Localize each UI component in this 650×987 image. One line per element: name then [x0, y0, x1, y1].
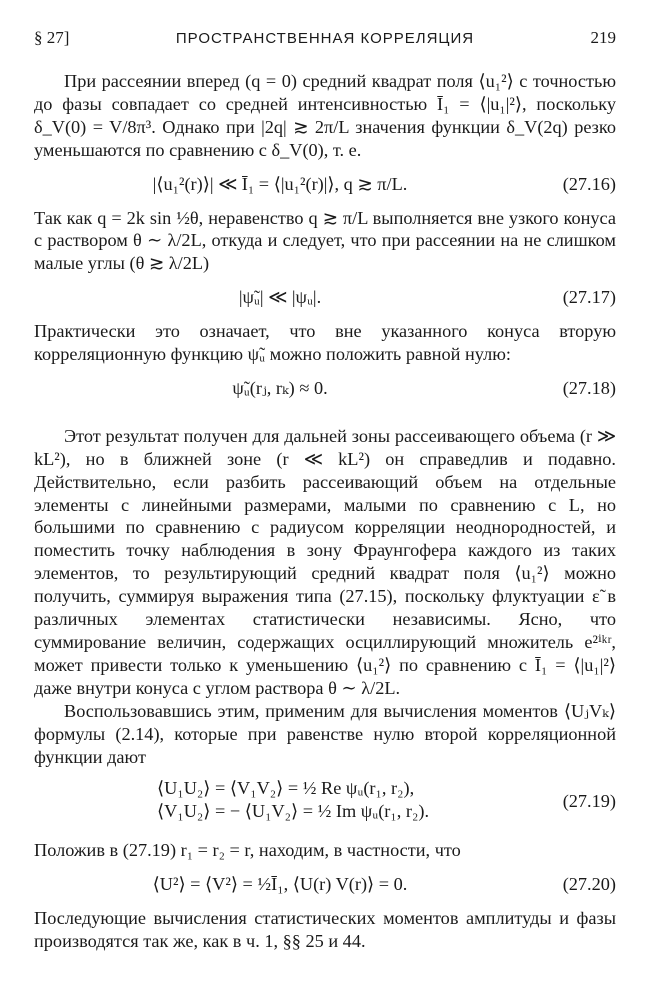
- paragraph-7: Последующие вычисления статистических моментов амплитуды и фазы производятся так же, как в ч. 1, §§ 25 и 44.: [34, 908, 616, 952]
- equation-27-19: [34, 777, 616, 827]
- paragraph-1: При рассеянии вперед (q = 0) средний квадрат поля ⟨u₁²⟩ с точностью до фазы совпадает со средней интенсивностью Ī₁ = ⟨|u₁|²⟩, поскольку δ_V(0) = V/8π³. Однако при |2q| ≳ 2π/L значения функции δ_V(2q) резко уменьшаются по сравнению с δ_V(0), т. е.: [34, 71, 616, 160]
- paragraph-6: Положив в (27.19) r₁ = r₂ = r, находим, в частности, что: [34, 840, 461, 861]
- running-header: [34, 28, 616, 52]
- equation-formula: |⟨u₁²(r)⟩| ≪ Ī₁ = ⟨|u₁²(r)|⟩, q ≳ π/L.: [152, 173, 408, 194]
- running-title: ПРОСТРАНСТВЕННАЯ КОРРЕЛЯЦИЯ: [175, 30, 475, 47]
- paragraph-5: Воспользовавшись этим, применим для вычисления моментов ⟨UⱼVₖ⟩ формулы (2.14), которые при равенстве нулю второй корреляционной функции дают: [34, 700, 616, 767]
- equation-number: (27.19): [562, 791, 616, 812]
- equation-27-17: [34, 286, 616, 309]
- equation-27-16: [34, 173, 616, 196]
- equation-line-2: ⟨V₁U₂⟩ = − ⟨U₁V₂⟩ = ½ Im ψᵤ(r₁, r₂).: [157, 801, 430, 822]
- equation-number: (27.16): [562, 173, 616, 194]
- page-number: 219: [590, 28, 616, 47]
- equation-formula: ⟨U²⟩ = ⟨V²⟩ = ½Ī₁, ⟨U(r) V(r)⟩ = 0.: [152, 874, 408, 895]
- equation-number: (27.18): [562, 377, 616, 398]
- equation-27-18: [34, 377, 616, 400]
- paragraph-3: Практически это означает, что вне указанного конуса вторую корреляционную функцию ψ̃ᵤ можно положить равной нулю:: [34, 321, 616, 365]
- paragraph-4: Этот результат получен для дальней зоны рассеивающего объема (r ≫ kL²), но в ближней зоне (r ≪ kL²) он справедлив и подавно. Действительно, если разбить рассеивающий объем на отдельные элементы с линейными размерами, малыми по сравнению с L, но большими по сравнению с радиусом корреляции неоднородностей, и поместить точку наблюдения в зону Фраунгофера каждого из таких элементов, то результирующий средний квадрат поля ⟨u₁²⟩ можно получить, суммируя выражения типа (27.15), поскольку флуктуации ε̃ в различных элементах статистически независимы. Ясно, что суммирование величин, содержащих осциллирующий множитель e²ⁱᵏʳ, может привести только к уменьшению ⟨u₁²⟩ по сравнению с Ī₁ = ⟨|u₁|²⟩ даже внутри конуса с углом раствора θ ∼ λ/2L.: [34, 425, 616, 698]
- equation-27-20: [34, 873, 616, 896]
- section-ref: § 27]: [34, 28, 70, 47]
- paragraph-2: Так как q = 2k sin ½θ, неравенство q ≳ π/L выполняется вне узкого конуса с раствором θ ∼ λ/2L, откуда и следует, что при рассеянии на не слишком малые углы (θ ≳ λ/2L): [34, 207, 616, 274]
- page-body: [34, 70, 616, 953]
- equation-formula: ψ̃ᵤ(rⱼ, rₖ) ≈ 0.: [232, 377, 328, 398]
- equation-formula: |ψ̃ᵤ| ≪ |ψᵤ|.: [238, 287, 322, 308]
- equation-line-1: ⟨U₁U₂⟩ = ⟨V₁V₂⟩ = ½ Re ψᵤ(r₁, r₂),: [157, 778, 415, 799]
- equation-number: (27.20): [562, 874, 616, 895]
- equation-number: (27.17): [562, 287, 616, 308]
